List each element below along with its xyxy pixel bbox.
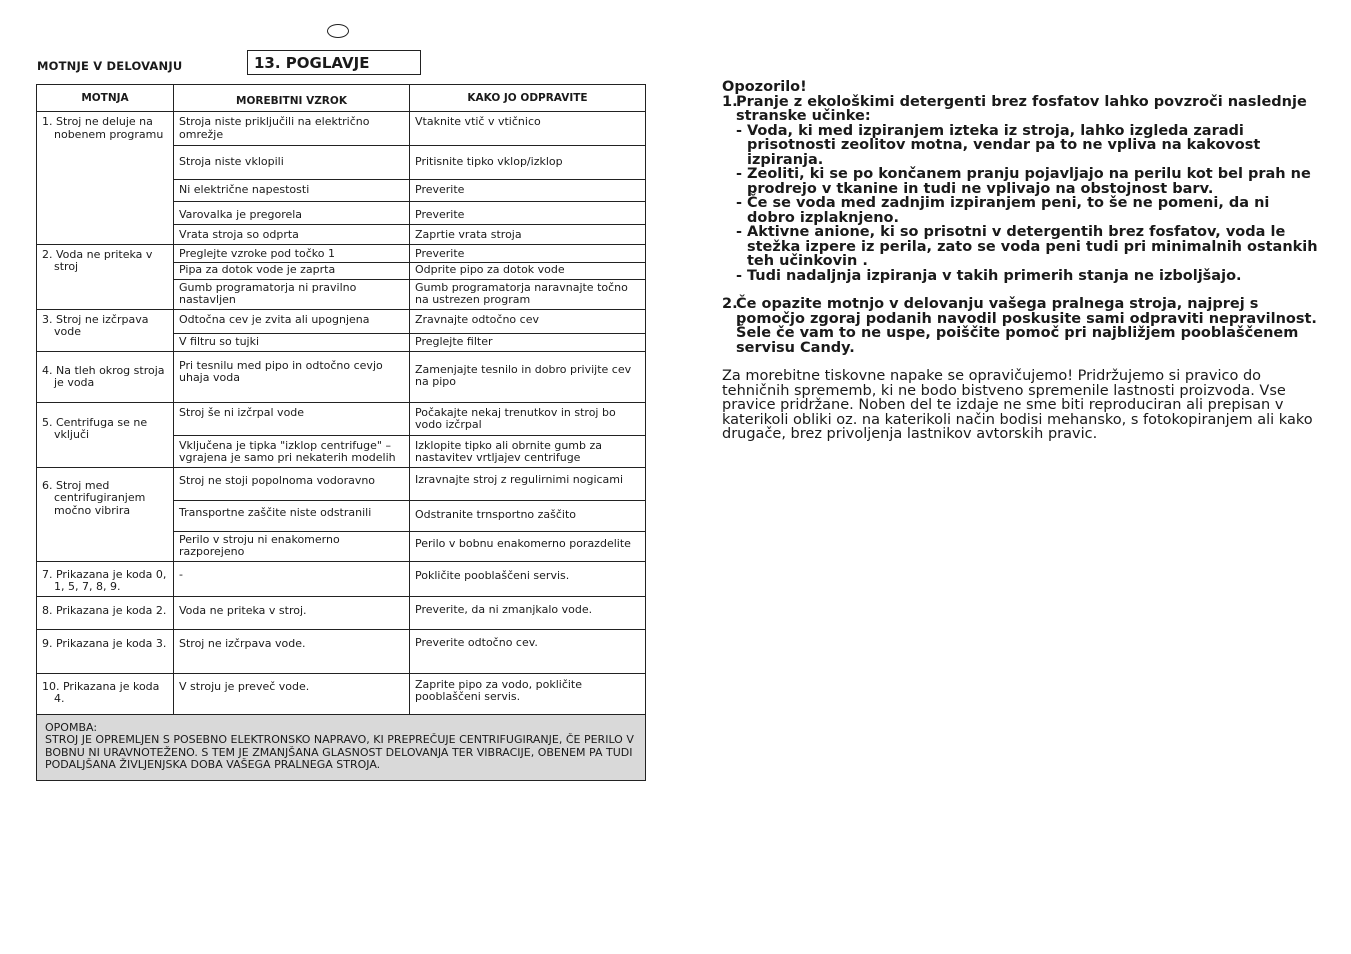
column-header: KAKO JO ODPRAVITE xyxy=(410,85,646,112)
fix-cell: Preverite xyxy=(410,180,646,202)
table-row xyxy=(37,351,646,402)
cause-cell: Perilo v stroju ni enakomerno razporejeno xyxy=(174,531,410,561)
bullet-item xyxy=(722,225,1322,269)
cause-cell: Varovalka je pregorela xyxy=(174,202,410,225)
table-row xyxy=(37,561,646,596)
table-row xyxy=(37,112,646,146)
problem-cell: 9. Prikazana je koda 3. xyxy=(37,629,174,673)
cause-cell: V filtru so tujki xyxy=(174,333,410,351)
fix-cell: Preverite odtočno cev. xyxy=(410,629,646,673)
warning-item-1 xyxy=(722,95,1322,124)
bullet-text: Voda, ki med izpiranjem izteka iz stroja, lahko izgleda zaradi prisotnosti zeolitov motna, vendar pa to ne vpliva na kakovost izpiranja. xyxy=(747,122,1261,168)
fix-cell: Počakajte nekaj trenutkov in stroj bo vodo izčrpal xyxy=(410,402,646,435)
fix-cell: Preglejte filter xyxy=(410,333,646,351)
troubleshooting-table xyxy=(36,84,646,781)
fix-cell: Zaprtie vrata stroja xyxy=(410,225,646,245)
problem-cell: 8. Prikazana je koda 2. xyxy=(37,596,174,629)
item-text: Če opazite motnjo v delovanju vašega pralnega stroja, najprej s pomočjo zgoraj podanih navodil poskusite sami odpraviti nepravilnost. Šele če vam to ne uspe, poiščite pomoč pri najbližjem pooblaščenem servisu Candy. xyxy=(736,296,1317,356)
fix-cell: Odprite pipo za dotok vode xyxy=(410,263,646,280)
fix-cell: Pokličite pooblaščeni servis. xyxy=(410,561,646,596)
warning-item-2 xyxy=(722,297,1322,355)
cause-cell: Voda ne priteka v stroj. xyxy=(174,596,410,629)
problem-cell: 10. Prikazana je koda 4. xyxy=(37,673,174,714)
disclaimer-text: Za morebitne tiskovne napake se opravičujemo! Pridržujemo si pravico do tehničnih sprememb, ki ne bodo bistveno spremenile lastnosti proizvoda. Vse pravice pridržane. Noben del te izdaje ne sme biti reproduciran ali prepisan v katerikoli obliki oz. na katerikoli način bodisi mehansko, s fotokopiranjem ali kako drugače, brez privoljenja lastnikov avtorskih pravic. xyxy=(722,368,1313,442)
cause-cell: Stroja niste priključili na električno omrežje xyxy=(174,112,410,146)
table-row xyxy=(37,244,646,263)
table-row xyxy=(37,402,646,435)
bullet-dash: - xyxy=(736,166,743,182)
note-row xyxy=(37,714,646,780)
bullet-dash: - xyxy=(736,224,743,240)
fix-cell: Preverite xyxy=(410,202,646,225)
bullet-text: Aktivne anione, ki so prisotni v detergentih brez fosfatov, voda le stežka izpere iz perila, zato se voda peni tudi pri minimalnih ostankih teh učinkovin . xyxy=(747,224,1318,269)
fix-cell: Preverite xyxy=(410,244,646,263)
section-title: MOTNJE V DELOVANJU xyxy=(37,59,183,73)
fix-cell: Gumb programatorja naravnajte točno na ustrezen program xyxy=(410,279,646,309)
fix-cell: Izklopite tipko ali obrnite gumb za nastavitev vrtljajev centrifuge xyxy=(410,435,646,467)
problem-cell: 7. Prikazana je koda 0, 1, 5, 7, 8, 9. xyxy=(37,561,174,596)
bullet-text: Tudi nadaljnja izpiranja v takih primerih stanja ne izboljšajo. xyxy=(747,267,1242,284)
cause-cell: Vključena je tipka "izklop centrifuge" – vgrajena je samo pri nekaterih modelih xyxy=(174,435,410,467)
bullet-dash: - xyxy=(736,195,743,211)
bullet-item xyxy=(722,124,1322,168)
table-row xyxy=(37,596,646,629)
bullet-dash: - xyxy=(736,267,743,284)
fix-cell: Preverite, da ni zmanjkalo vode. xyxy=(410,596,646,629)
problem-cell: 6. Stroj med centrifugiranjem močno vibrira xyxy=(37,467,174,561)
fix-cell: Zravnajte odtočno cev xyxy=(410,309,646,333)
cause-cell: Pipa za dotok vode je zaprta xyxy=(174,263,410,280)
chapter-box: 13. POGLAVJE xyxy=(247,50,421,75)
column-header: MOREBITNI VZROK xyxy=(174,85,410,112)
problem-cell: 2. Voda ne priteka v stroj xyxy=(37,244,174,309)
problem-cell: 3. Stroj ne izčrpava vode xyxy=(37,309,174,351)
problem-cell: 1. Stroj ne deluje na nobenem programu xyxy=(37,112,174,245)
fix-cell: Pritisnite tipko vklop/izklop xyxy=(410,146,646,180)
bullet-item xyxy=(722,196,1322,225)
fix-cell: Odstranite trnsportno zaščito xyxy=(410,500,646,531)
warning-section xyxy=(722,80,1322,442)
problem-cell: 5. Centrifuga se ne vključi xyxy=(37,402,174,467)
item-number: 2. xyxy=(722,296,738,312)
warning-title: Opozorilo! xyxy=(722,79,807,95)
table-row xyxy=(37,467,646,500)
bullet-item xyxy=(722,167,1322,196)
fix-cell: Zaprite pipo za vodo, pokličite pooblaščeni servis. xyxy=(410,673,646,714)
table-row xyxy=(37,673,646,714)
bullet-item xyxy=(722,269,1322,284)
cause-cell: - xyxy=(174,561,410,596)
cause-cell: Preglejte vzroke pod točko 1 xyxy=(174,244,410,263)
page-mark-oval xyxy=(327,24,349,38)
table-row xyxy=(37,309,646,333)
cause-cell: Pri tesnilu med pipo in odtočno cevjo uhaja voda xyxy=(174,351,410,402)
fix-cell: Zamenjajte tesnilo in dobro privijte cev na pipo xyxy=(410,351,646,402)
note-text: STROJ JE OPREMLJEN S POSEBNO ELEKTRONSKO NAPRAVO, KI PREPREČUJE CENTRIFUGIRANJE, ČE PERILO V BOBNU NI URAVNOTEŽENO. S TEM JE ZMANJŠANA GLASNOST DELOVANJA TER VIBRACIJE, OBENEM PA TUDI PODALJŠANA ŽIVLJENJSKA DOBA VAŠEGA PRALNEGA STROJA. xyxy=(45,733,634,771)
problem-cell: 4. Na tleh okrog stroja je voda xyxy=(37,351,174,402)
note-cell xyxy=(37,714,646,780)
cause-cell: Stroj ne izčrpava vode. xyxy=(174,629,410,673)
cause-cell: Stroja niste vklopili xyxy=(174,146,410,180)
cause-cell: Stroj še ni izčrpal vode xyxy=(174,402,410,435)
cause-cell: Odtočna cev je zvita ali upognjena xyxy=(174,309,410,333)
table-row xyxy=(37,629,646,673)
cause-cell: V stroju je preveč vode. xyxy=(174,673,410,714)
bullet-text: Če se voda med zadnjim izpiranjem peni, to še ne pomeni, da ni dobro izplaknjeno. xyxy=(747,195,1270,226)
item-text: Pranje z ekološkimi detergenti brez fosfatov lahko povzroči naslednje stranske učinke: xyxy=(736,93,1307,124)
item-number: 1. xyxy=(722,93,738,110)
fix-cell: Vtaknite vtič v vtičnico xyxy=(410,112,646,146)
cause-cell: Transportne zaščite niste odstranili xyxy=(174,500,410,531)
bullet-dash: - xyxy=(736,122,743,139)
cause-cell: Stroj ne stoji popolnoma vodoravno xyxy=(174,467,410,500)
bullet-text: Zeoliti, ki se po končanem pranju pojavljajo na perilu kot bel prah ne prodrejo v tkanine in tudi ne vplivajo na obstojnost barv. xyxy=(747,166,1311,197)
cause-cell: Ni električne napestosti xyxy=(174,180,410,202)
cause-cell: Gumb programatorja ni pravilno nastavljen xyxy=(174,279,410,309)
column-header: MOTNJA xyxy=(37,85,174,112)
cause-cell: Vrata stroja so odprta xyxy=(174,225,410,245)
table-header-row xyxy=(37,85,646,112)
fix-cell: Izravnajte stroj z regulirnimi nogicami xyxy=(410,467,646,500)
fix-cell: Perilo v bobnu enakomerno porazdelite xyxy=(410,531,646,561)
note-title: OPOMBA: xyxy=(45,720,98,734)
